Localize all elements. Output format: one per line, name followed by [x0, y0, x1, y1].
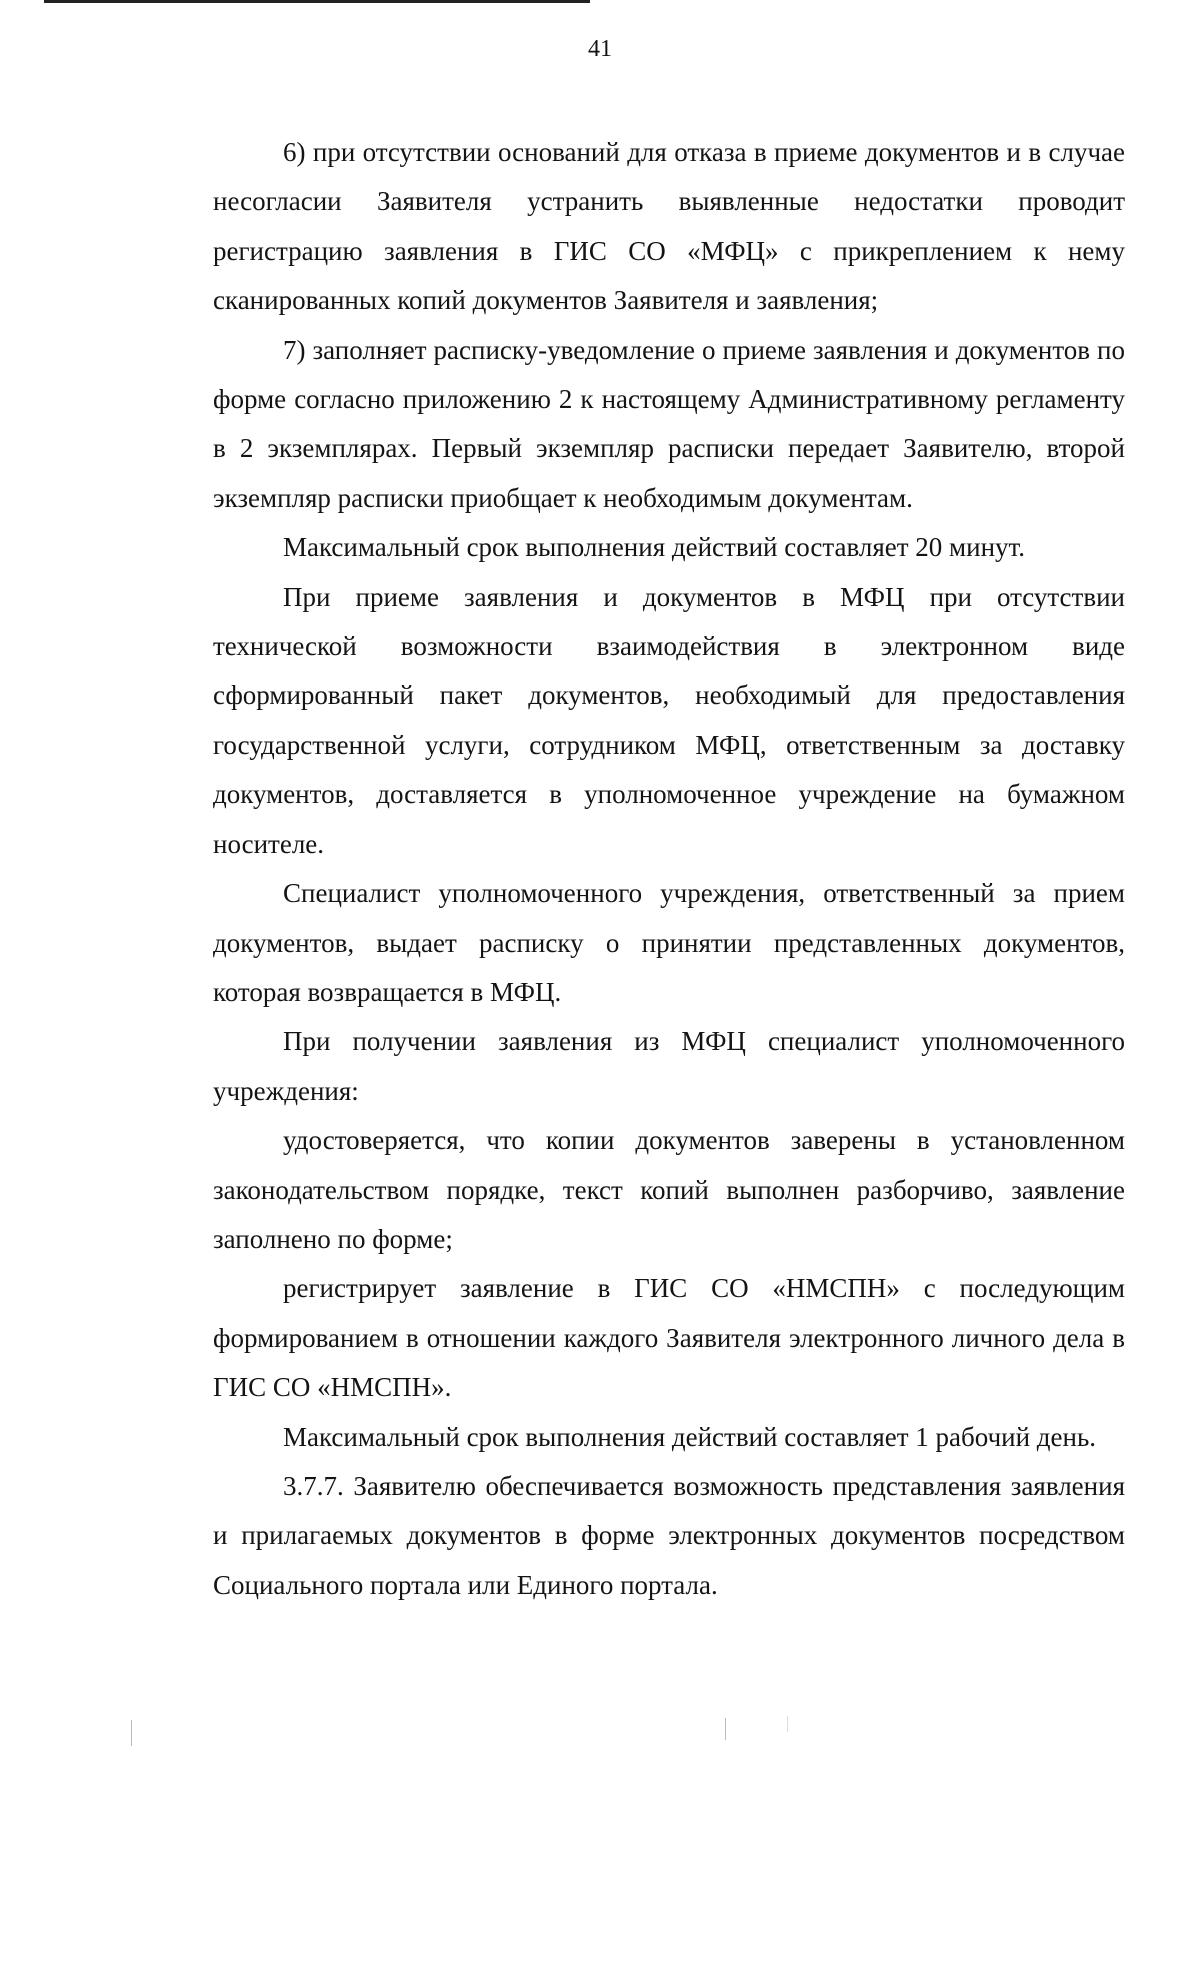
paragraph-deadline-1-day: Максимальный срок выполнения действий составляет 1 рабочий день. [283, 1421, 1097, 1452]
paragraph-deadline-20-minutes: Максимальный срок выполнения действий составляет 20 минут. [283, 532, 1026, 563]
scan-artifact-mark [787, 1716, 788, 1732]
page-number: 41 [588, 36, 612, 62]
paragraph-section-3-7-7: 3.7.7. Заявителю обеспечивается возможность представления заявления и прилагаемых документов в форме электронных документов посредством Социального портала или Единого портала. [213, 1470, 1125, 1600]
scan-artifact-mark [725, 1718, 726, 1740]
paragraph-specialist-actions: При получении заявления из МФЦ специалист уполномоченного учреждения: [213, 1026, 1125, 1106]
paragraph-item-6: 6) при отсутствии оснований для отказа в приеме документов и в случае несогласии Заявителя устранить выявленные недостатки проводит регистрацию заявления в ГИС СО «МФЦ» с прикреплением к нему сканированных копий документов Заявителя и заявления; [213, 137, 1125, 316]
paragraph-item-7: 7) заполняет расписку-уведомление о приеме заявления и документов по форме согласно приложению 2 к настоящему Административному регламенту в 2 экземплярах. Первый экземпляр расписки передает Заявителю, второй экземпляр расписки приобщает к необходимым документам. [213, 334, 1125, 513]
paragraph-mfc-paper-delivery: При приеме заявления и документов в МФЦ при отсутствии технической возможности взаимодействия в электронном виде сформированный пакет документов, необходимый для предоставления государственной услуги, сотрудником МФЦ, ответственным за доставку документов, доставляется в уполномоченное учреждение на бумажном носителе. [213, 581, 1125, 859]
document-body [213, 128, 1125, 1610]
paragraph-receipt: Специалист уполномоченного учреждения, ответственный за прием документов, выдает расписку о принятии представленных документов, которая возвращается в МФЦ. [213, 878, 1125, 1007]
top-edge-rule [44, 0, 590, 3]
paragraph-verify-copies: удостоверяется, что копии документов заверены в установленном законодательством порядке, текст копий выполнен разборчиво, заявление заполнено по форме; [213, 1125, 1125, 1254]
scan-artifact-mark [131, 1720, 132, 1746]
paragraph-register-application: регистрирует заявление в ГИС СО «НМСПН» с последующим формированием в отношении каждого Заявителя электронного личного дела в ГИС СО «НМСПН». [213, 1273, 1125, 1403]
